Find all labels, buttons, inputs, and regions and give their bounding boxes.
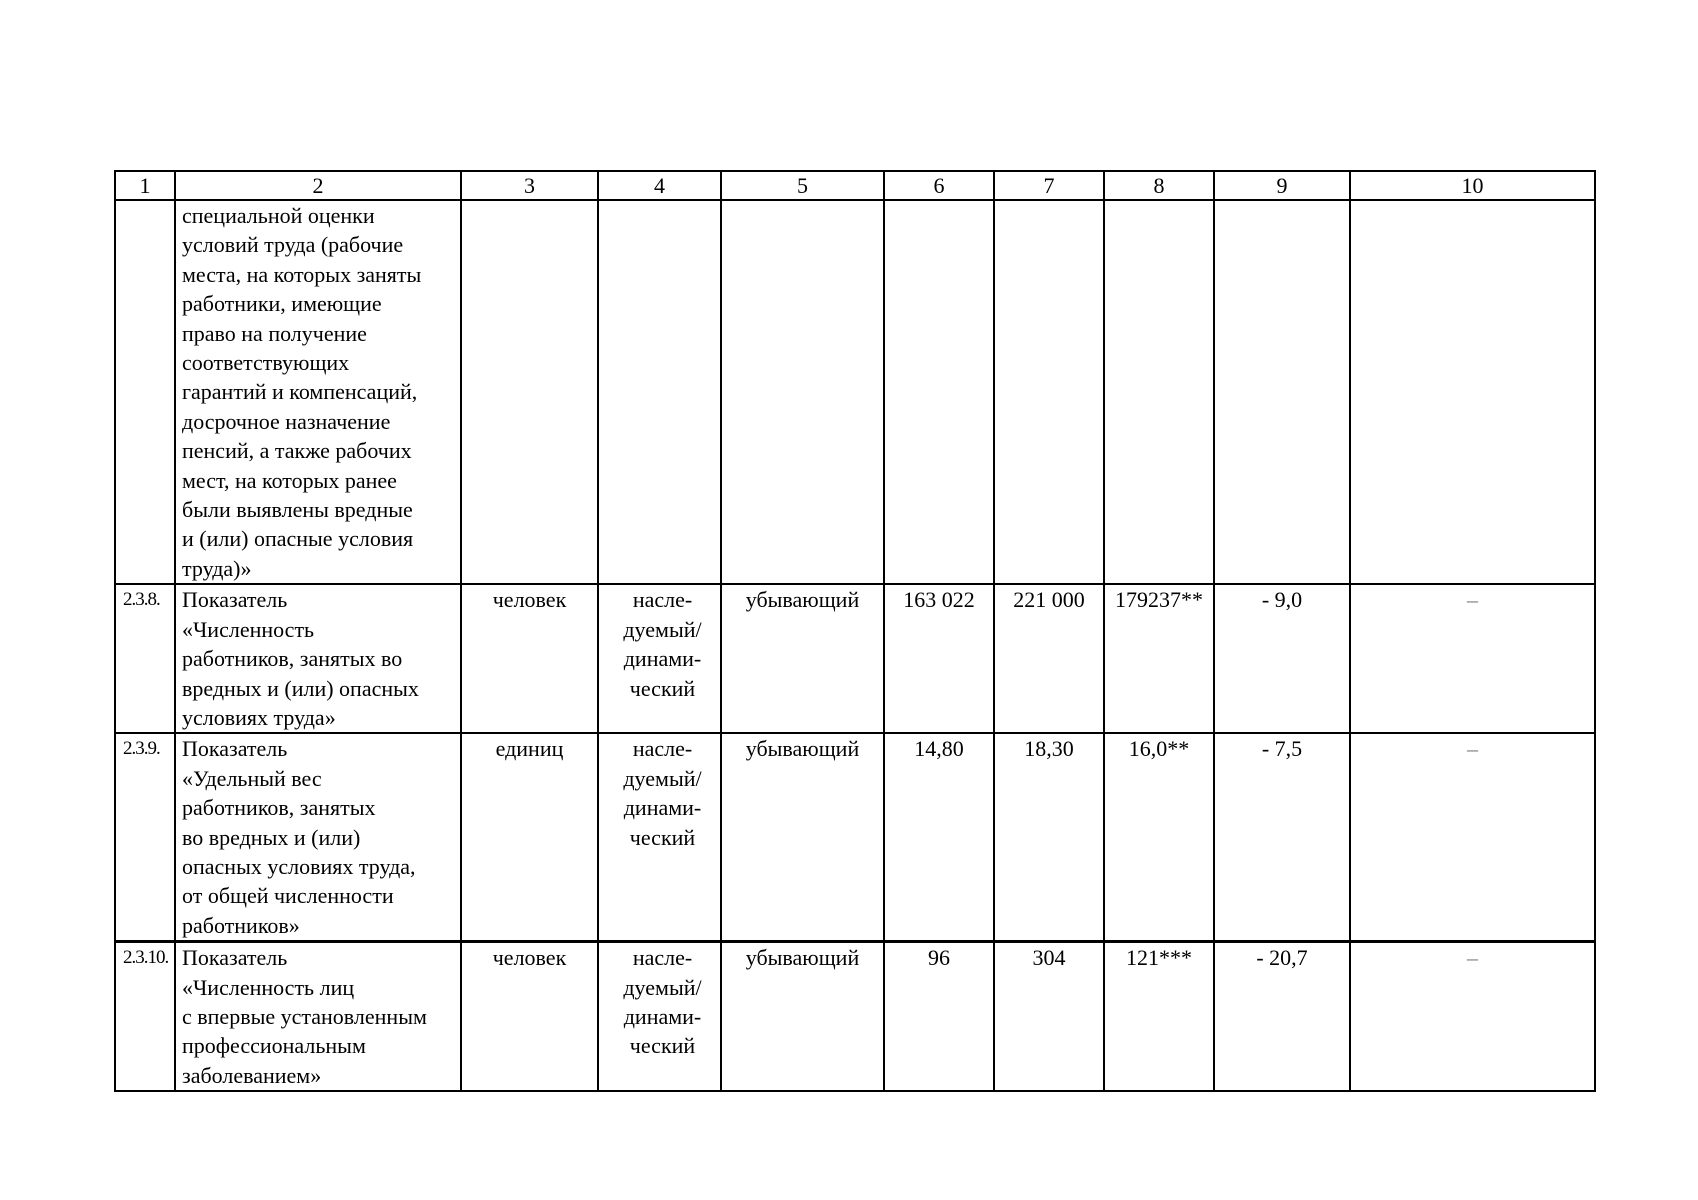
type-cell: насле- дуемый/ динами- ческий [598, 733, 721, 941]
indicator-name: специальной оценки условий труда (рабочие места, на которых заняты работники, имеющие право на получение соответствующих гарантий и компенсаций, досрочное назначение пенсий, а также рабочих мест, на которых ранее были выявлены вредные и (или) опасные условия труда)» [175, 200, 461, 584]
value-cell: 221 000 [994, 584, 1104, 733]
value-cell: – [1350, 733, 1595, 941]
value-cell: – [1350, 584, 1595, 733]
unit-cell: единиц [461, 733, 598, 941]
unit-cell: человек [461, 942, 598, 1092]
column-header: 1 [115, 171, 175, 200]
table-row [115, 733, 1595, 941]
row-number: 2.3.8. [115, 584, 175, 733]
value-cell: - 9,0 [1214, 584, 1350, 733]
value-cell: 16,0** [1104, 733, 1214, 941]
table-row [115, 942, 1595, 1092]
column-header: 10 [1350, 171, 1595, 200]
direction-cell: убывающий [721, 584, 884, 733]
value-cell: - 20,7 [1214, 942, 1350, 1092]
column-header: 4 [598, 171, 721, 200]
type-cell [598, 200, 721, 584]
value-cell [1104, 200, 1214, 584]
row-number [115, 200, 175, 584]
column-header: 6 [884, 171, 994, 200]
direction-cell: убывающий [721, 733, 884, 941]
value-cell: 96 [884, 942, 994, 1092]
value-cell [994, 200, 1104, 584]
indicator-name: Показатель «Численность работников, занятых во вредных и (или) опасных условиях труда» [175, 584, 461, 733]
row-number: 2.3.9. [115, 733, 175, 941]
value-cell: 179237** [1104, 584, 1214, 733]
indicators-table [114, 170, 1596, 1092]
indicator-name: Показатель «Удельный вес работников, занятых во вредных и (или) опасных условиях труда, от общей численности работников» [175, 733, 461, 941]
value-cell [1214, 200, 1350, 584]
type-cell: насле- дуемый/ динами- ческий [598, 584, 721, 733]
value-cell: 304 [994, 942, 1104, 1092]
value-cell: 18,30 [994, 733, 1104, 941]
column-number-row [115, 171, 1595, 200]
column-header: 5 [721, 171, 884, 200]
table-row [115, 200, 1595, 584]
direction-cell: убывающий [721, 942, 884, 1092]
type-cell: насле- дуемый/ динами- ческий [598, 942, 721, 1092]
row-number: 2.3.10. [115, 942, 175, 1092]
indicator-name: Показатель «Численность лиц с впервые установленным профессиональным заболеванием» [175, 942, 461, 1092]
column-header: 7 [994, 171, 1104, 200]
table-row [115, 584, 1595, 733]
value-cell [884, 200, 994, 584]
column-header: 8 [1104, 171, 1214, 200]
value-cell: - 7,5 [1214, 733, 1350, 941]
column-header: 2 [175, 171, 461, 200]
unit-cell: человек [461, 584, 598, 733]
value-cell: – [1350, 942, 1595, 1092]
value-cell: 14,80 [884, 733, 994, 941]
value-cell: 163 022 [884, 584, 994, 733]
value-cell: 121*** [1104, 942, 1214, 1092]
value-cell [1350, 200, 1595, 584]
direction-cell [721, 200, 884, 584]
column-header: 3 [461, 171, 598, 200]
unit-cell [461, 200, 598, 584]
column-header: 9 [1214, 171, 1350, 200]
